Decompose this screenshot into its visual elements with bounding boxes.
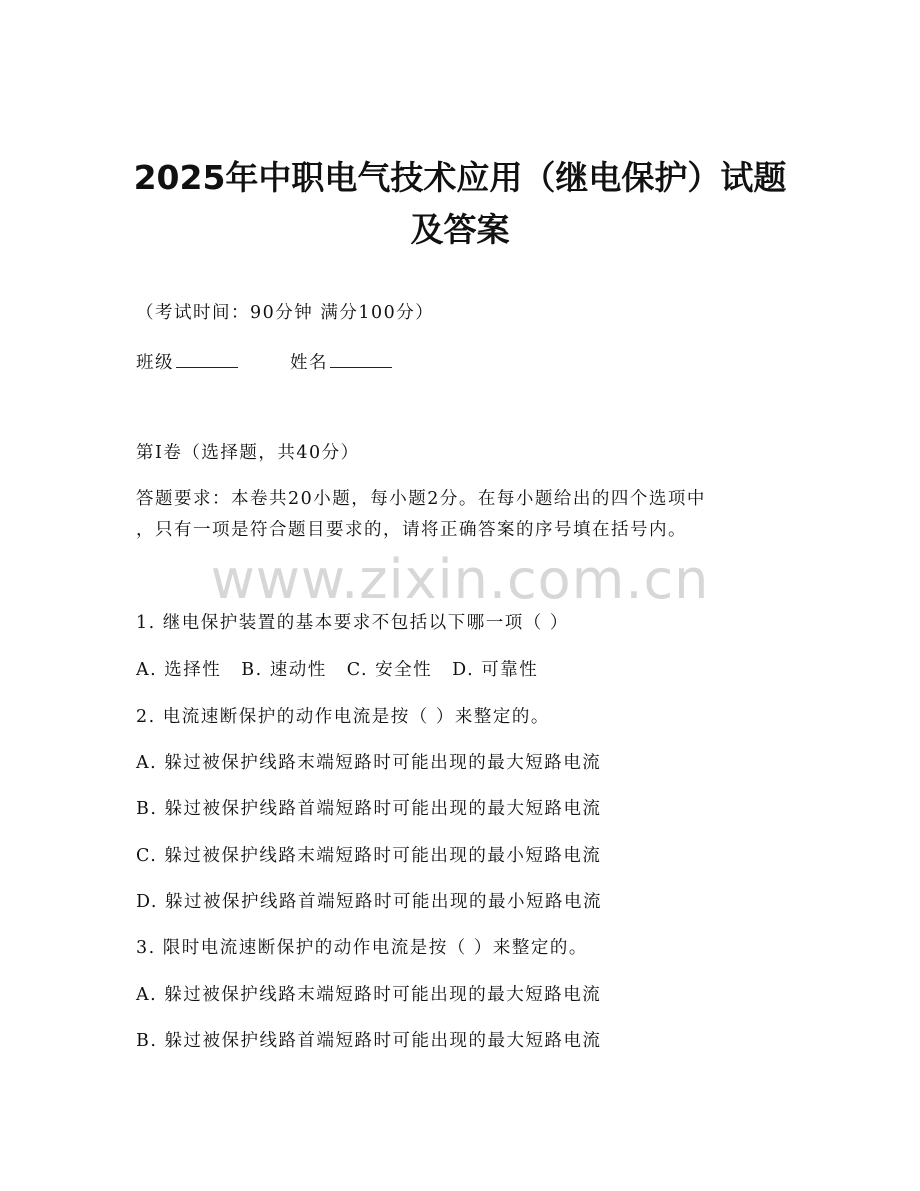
question-1-option-d: D. 可靠性 [452,660,539,680]
question-2-option-a: A. 躲过被保护线路末端短路时可能出现的最大短路电流 [136,753,602,773]
class-blank[interactable] [176,349,238,368]
question-1-option-b: B. 速动性 [241,660,327,680]
question-1-option-a: A. 选择性 [136,660,222,680]
student-info-row [136,349,392,375]
question-3-option-a: A. 躲过被保护线路末端短路时可能出现的最大短路电流 [136,985,602,1005]
question-2-option-d: D. 躲过被保护线路首端短路时可能出现的最小短路电流 [136,892,603,912]
question-3-stem: 3. 限时电流速断保护的动作电流是按（ ）来整定的。 [136,938,588,958]
name-blank[interactable] [330,349,392,368]
name-label: 姓名 [290,353,328,373]
instructions-line-2: ，只有一项是符合题目要求的，请将正确答案的序号填在括号内。 [136,520,687,540]
section-heading: 第I卷（选择题，共40分） [136,443,360,463]
question-2-option-b: B. 躲过被保护线路首端短路时可能出现的最大短路电流 [136,799,602,819]
watermark: www.zixin.com.cn [210,548,710,611]
exam-info: （考试时间：90分钟 满分100分） [136,303,435,323]
title-line-2: 及答案 [410,210,510,249]
question-1-stem: 1. 继电保护装置的基本要求不包括以下哪一项（ ） [136,613,569,633]
class-label: 班级 [136,353,174,373]
question-3-option-b: B. 躲过被保护线路首端短路时可能出现的最大短路电流 [136,1031,602,1051]
question-2-option-c: C. 躲过被保护线路末端短路时可能出现的最小短路电流 [136,846,602,866]
document-title [100,152,820,256]
instructions-line-1: 答题要求：本卷共20小题，每小题2分。在每小题给出的四个选项中 [136,489,706,509]
question-1-options [136,658,558,682]
question-1-option-c: C. 安全性 [346,660,433,680]
title-line-1: 2025年中职电气技术应用（继电保护）试题 [133,158,787,197]
question-2-stem: 2. 电流速断保护的动作电流是按（ ）来整定的。 [136,707,550,727]
